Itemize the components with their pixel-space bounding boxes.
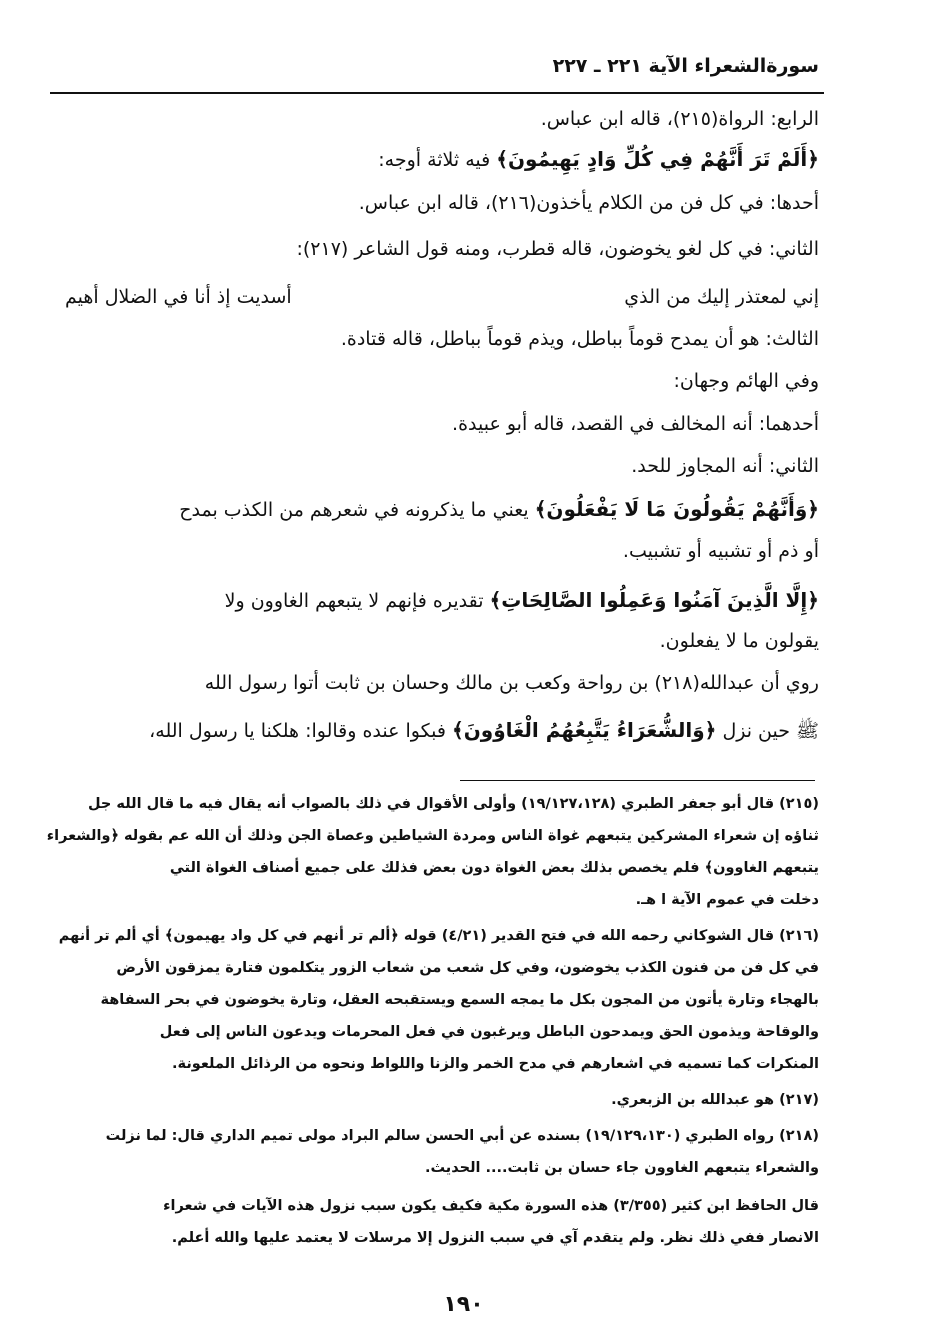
footnote-line: المنكرات كما تسميه في اشعارهم في مدح الخمر والزنا واللواط ونحوه من الرذائل الملعونة. — [172, 1056, 819, 1072]
footnote-line: دخلت في عموم الآية ا هـ. — [635, 892, 819, 908]
commentary-text: فيه ثلاثة أوجه: — [378, 149, 497, 171]
running-header: سورةالشعراء الآية ٢٢١ ـ ٢٢٧ — [552, 55, 819, 77]
text-line — [149, 718, 819, 747]
quran-verse: ﴿وَالشُّعَرَاءُ يَتَّبِعُهُمُ الْغَاوُونَ﴾ — [451, 718, 717, 742]
poem-second-hemistich: أسديت إذ أنا في الضلال أهيم — [65, 286, 292, 308]
text-line: الرابع: الرواة(٢١٥)، قاله ابن عباس. — [540, 108, 819, 130]
footnote-line: (٢١٧) هو عبدالله بن الزبعري. — [611, 1092, 819, 1108]
footnote-line: ثناؤه إن شعراء المشركين يتبعهم غواة الناس ومردة الشياطين وعصاة الجن وذلك أن الله عم بقوله ﴿والشعراء — [46, 828, 819, 844]
footnote-line: يتبعهم الغاوون﴾ فلم يخصص بذلك بعض الغواة دون بعض فذلك على جميع أصناف الغواة التي — [169, 860, 819, 876]
text-line — [378, 147, 819, 171]
text-line: روي أن عبدالله(٢١٨) بن رواحة وكعب بن مالك وحسان بن ثابت أتوا رسول الله — [204, 672, 819, 694]
footnote-line: والشعراء يتبعهم الغاوون جاء حسان بن ثابت.... الحديث. — [424, 1160, 819, 1176]
text-line: يقولون ما لا يفعلون. — [659, 630, 819, 652]
text-line: أو ذم أو تشبيه أو تشبيب. — [622, 540, 819, 562]
text-line — [179, 497, 819, 521]
text-line: الثالث: هو أن يمدح قوماً بباطل، ويذم قوماً بباطل، قاله قتادة. — [340, 328, 819, 350]
text-line: وفي الهائم وجهان: — [673, 370, 819, 392]
quran-verse: ﴿إِلَّا الَّذِينَ آمَنُوا وَعَمِلُوا الصَّالِحَاتِ﴾ — [489, 588, 819, 612]
footnote-line: (٢١٥) قال أبو جعفر الطبري (١٩/١٢٧،١٢٨) وأولى الأقوال في ذلك بالصواب أنه يقال فيه ما قال الله جل — [87, 796, 819, 812]
text-line: أحدهما: أنه المخالف في القصد، قاله أبو عبيدة. — [452, 413, 819, 435]
text-line — [225, 588, 819, 612]
footnote-line: في كل فن من فنون الكذب يخوضون، وفي كل شعب من شعاب الزور يتكلمون فتارة يمزقون الأرض — [116, 960, 819, 976]
quran-verse: ﴿وَأَنَّهُمْ يَقُولُونَ مَا لَا يَفْعَلُونَ﴾ — [534, 497, 819, 521]
footnote-line: الانصار ففي ذلك نظر. ولم يتقدم آي في سبب النزول إلا مرسلات لا يعتمد عليها والله أعلم. — [171, 1230, 819, 1246]
page-number: ١٩٠ — [443, 1292, 484, 1317]
commentary-text: يعني ما يذكرونه في شعرهم من الكذب بمدح — [179, 499, 535, 521]
text-line: الثاني: أنه المجاوز للحد. — [631, 455, 819, 477]
quran-verse: ﴿أَلَمْ تَرَ أَنَّهُمْ فِي كُلِّ وَادٍ يَهِيمُونَ﴾ — [496, 147, 819, 171]
footnote-separator — [460, 780, 815, 781]
footnote-line: (٢١٦) قال الشوكاني رحمه الله في فتح القدير (٤/٢١) قوله ﴿ألم تر أنهم في كل واد يهيمون﴾ أي ألم تر أنهم — [58, 928, 819, 944]
text-line: الثاني: في كل لغو يخوضون، قاله قطرب، ومنه قول الشاعر (٢١٧): — [296, 238, 819, 260]
footnote-line: والوقاحة ويذمون الحق ويمدحون الباطل ويرغبون في فعل المحرمات ويدعون الناس إلى فعل — [159, 1024, 819, 1040]
footnote-line: بالهجاء وتارة يأتون من المجون بكل ما يمجه السمع ويستقبحه العقل، وتارة يخوضون في بحر السفاهة — [100, 992, 819, 1008]
commentary-text: فبكوا عنده وقالوا: هلكنا يا رسول الله، — [149, 720, 452, 742]
footnote-line: قال الحافظ ابن كثير (٣/٣٥٥) هذه السورة مكية فكيف يكون سبب نزول هذه الآيات في شعراء — [163, 1198, 819, 1214]
header-rule — [50, 92, 824, 94]
footnote-line: (٢١٨) رواه الطبري (١٩/١٢٩،١٣٠) بسنده عن أبي الحسن سالم البراد مولى تميم الداري قال: لما نزلت — [105, 1128, 819, 1144]
text-line: أحدها: في كل فن من الكلام يأخذون(٢١٦)، قاله ابن عباس. — [358, 192, 819, 214]
poem-first-hemistich: إني لمعتذر إليك من الذي — [624, 286, 819, 308]
commentary-text: تقديره فإنهم لا يتبعهم الغاوون ولا — [224, 590, 490, 612]
salutation-text: ﷺ حين نزل — [716, 720, 819, 742]
